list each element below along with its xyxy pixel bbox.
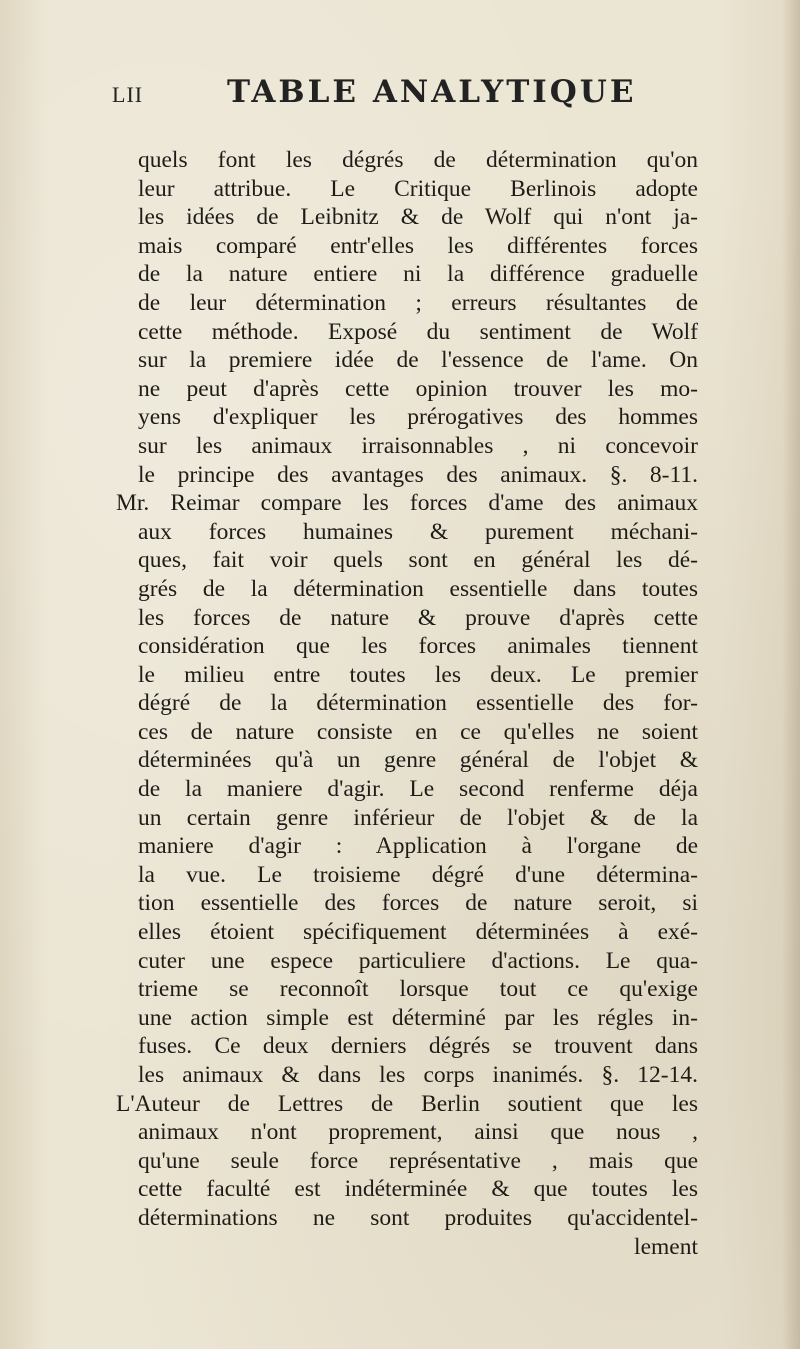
text-line: déterminations ne sont produites qu'accidentel-: [138, 1204, 698, 1231]
text-line: sur les animaux irraisonnables , ni concevoir: [138, 432, 698, 459]
text-line: ques, fait voir quels sont en général les dé-: [138, 547, 698, 574]
text-line: déterminées qu'à un genre général de l'objet &: [138, 747, 698, 774]
text-line: le milieu entre toutes les deux. Le premier: [138, 661, 698, 688]
text-line: considération que les forces animales tiennent: [138, 633, 698, 660]
text-line: leur attribue. Le Critique Berlinois adopte: [138, 175, 698, 202]
catchword: lement: [634, 1233, 698, 1260]
text-line: les forces de nature & prouve d'après cette: [138, 604, 698, 631]
text-line: cuter une espece particuliere d'actions. Le qua-: [138, 947, 698, 974]
text-line: de la nature entiere ni la différence graduelle: [138, 261, 698, 288]
page-edge-shadow: [782, 0, 800, 1349]
text-line: ne peut d'après cette opinion trouver les mo-: [138, 375, 698, 402]
text-line: trieme se reconnoît lorsque tout ce qu'exige: [138, 976, 698, 1003]
text-line: cette méthode. Exposé du sentiment de Wolf: [138, 318, 698, 345]
text-line: de la maniere d'agir. Le second renferme déja: [138, 776, 698, 803]
text-line: mais comparé entr'elles les différentes forces: [138, 232, 698, 259]
text-line: cette faculté est indéterminée & que toutes les: [138, 1176, 698, 1203]
text-line: de leur détermination ; erreurs résultantes de: [138, 289, 698, 316]
text-line: quels font les dégrés de détermination qu'on: [138, 147, 698, 173]
text-line: elles étoient spécifiquement déterminées à exé-: [138, 919, 698, 946]
text-line: maniere d'agir : Application à l'organe de: [138, 833, 698, 860]
text-line: le principe des avantages des animaux. §. 8-11.: [138, 461, 698, 488]
text-line: Mr. Reimar compare les forces d'ame des animaux: [116, 490, 698, 517]
body-text: [116, 146, 698, 1261]
text-line: L'Auteur de Lettres de Berlin soutient que les: [116, 1090, 698, 1117]
text-line: qu'une seule force représentative , mais que: [138, 1147, 698, 1174]
text-line: la vue. Le troisieme dégré d'une détermina-: [138, 861, 698, 888]
text-line: grés de la détermination essentielle dans toutes: [138, 575, 698, 602]
text-line: aux forces humaines & purement méchani-: [138, 518, 698, 545]
text-line: animaux n'ont proprement, ainsi que nous ,: [138, 1119, 698, 1146]
page-number: LII: [112, 82, 144, 107]
page-header: [112, 74, 672, 118]
text-line: une action simple est déterminé par les régles in-: [138, 1004, 698, 1031]
text-line: ces de nature consiste en ce qu'elles ne soient: [138, 718, 698, 745]
text-line: tion essentielle des forces de nature seroit, si: [138, 890, 698, 917]
text-line: yens d'expliquer les prérogatives des hommes: [138, 404, 698, 431]
text-line: les animaux & dans les corps inanimés. §. 12-14.: [138, 1062, 698, 1088]
text-line: les idées de Leibnitz & de Wolf qui n'ont ja-: [138, 204, 698, 231]
text-line: fuses. Ce deux derniers dégrés se trouvent dans: [138, 1033, 698, 1060]
text-line: sur la premiere idée de l'essence de l'ame. On: [138, 347, 698, 374]
running-title: TABLE ANALYTIQUE: [227, 74, 637, 110]
text-line: un certain genre inférieur de l'objet & de la: [138, 804, 698, 831]
text-line: dégré de la détermination essentielle des for-: [138, 690, 698, 717]
